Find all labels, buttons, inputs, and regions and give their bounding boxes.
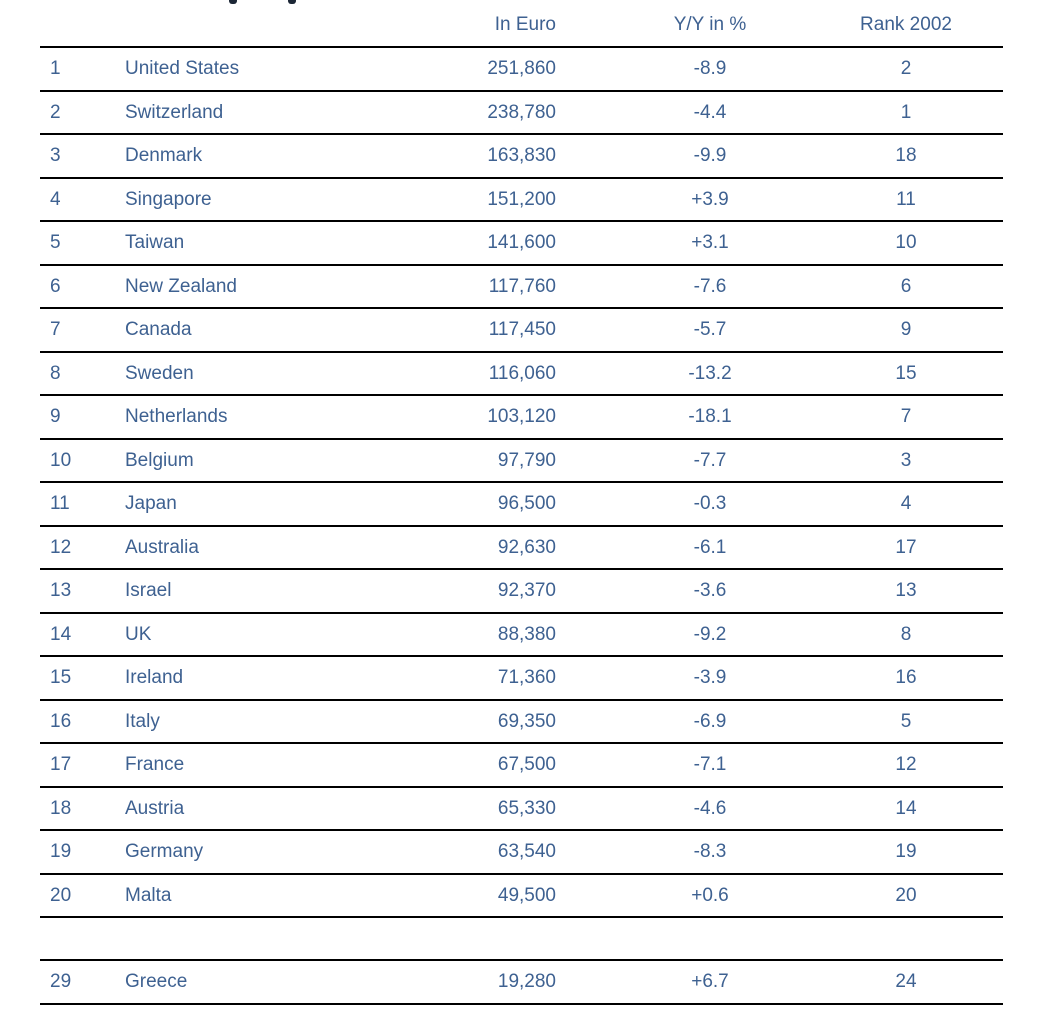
value-cell: 63,540 [420, 830, 585, 874]
yoy-cell: +6.7 [585, 960, 835, 1004]
yoy-cell: +0.6 [585, 874, 835, 918]
omitted-ranks-spacer-row [40, 917, 1003, 960]
rank2002-cell: 2 [835, 47, 1003, 91]
value-cell: 88,380 [420, 613, 585, 657]
rank2002-cell: 10 [835, 221, 1003, 265]
yoy-cell: +3.1 [585, 221, 835, 265]
table-body [40, 47, 1003, 917]
yoy-cell: -4.4 [585, 91, 835, 135]
rank2002-cell: 19 [835, 830, 1003, 874]
rank-cell: 14 [40, 613, 125, 657]
country-cell: Greece [125, 960, 420, 1004]
rank-cell: 11 [40, 482, 125, 526]
value-cell: 69,350 [420, 700, 585, 744]
country-cell: Italy [125, 700, 420, 744]
rank-cell: 2 [40, 91, 125, 135]
country-cell: Switzerland [125, 91, 420, 135]
rank-cell: 8 [40, 352, 125, 396]
rank-cell: 12 [40, 526, 125, 570]
country-cell: Taiwan [125, 221, 420, 265]
table-row [40, 526, 1003, 570]
yoy-cell: -3.6 [585, 569, 835, 613]
column-header-yoy: Y/Y in % [585, 0, 835, 47]
table-row [40, 874, 1003, 918]
value-cell: 65,330 [420, 787, 585, 831]
table-header [40, 0, 1003, 47]
table-row [40, 221, 1003, 265]
rank2002-cell: 4 [835, 482, 1003, 526]
country-cell: Singapore [125, 178, 420, 222]
rank-cell: 6 [40, 265, 125, 309]
table-row [40, 178, 1003, 222]
table-row [40, 308, 1003, 352]
rank2002-cell: 6 [835, 265, 1003, 309]
country-cell: Germany [125, 830, 420, 874]
yoy-cell: -18.1 [585, 395, 835, 439]
value-cell: 117,450 [420, 308, 585, 352]
rank2002-cell: 15 [835, 352, 1003, 396]
table-row [40, 395, 1003, 439]
yoy-cell: -7.7 [585, 439, 835, 483]
table-row [40, 482, 1003, 526]
rank2002-cell: 12 [835, 743, 1003, 787]
country-cell: Denmark [125, 134, 420, 178]
rank2002-cell: 1 [835, 91, 1003, 135]
table-row [40, 134, 1003, 178]
rank2002-cell: 3 [835, 439, 1003, 483]
table-row [40, 569, 1003, 613]
value-cell: 117,760 [420, 265, 585, 309]
rank-cell: 18 [40, 787, 125, 831]
country-cell: France [125, 743, 420, 787]
yoy-cell: -13.2 [585, 352, 835, 396]
column-header-country [125, 0, 420, 47]
rank2002-cell: 7 [835, 395, 1003, 439]
rank2002-cell: 18 [835, 134, 1003, 178]
table-footer-section [40, 917, 1003, 1004]
rank2002-cell: 8 [835, 613, 1003, 657]
rank-cell: 19 [40, 830, 125, 874]
rank-cell: 7 [40, 308, 125, 352]
table-row [40, 352, 1003, 396]
yoy-cell: -8.3 [585, 830, 835, 874]
value-cell: 141,600 [420, 221, 585, 265]
yoy-cell: -3.9 [585, 656, 835, 700]
table-header-row [40, 0, 1003, 47]
value-cell: 163,830 [420, 134, 585, 178]
country-cell: Ireland [125, 656, 420, 700]
country-cell: Australia [125, 526, 420, 570]
value-cell: 19,280 [420, 960, 585, 1004]
table-row [40, 91, 1003, 135]
value-cell: 116,060 [420, 352, 585, 396]
country-cell: Belgium [125, 439, 420, 483]
yoy-cell: -8.9 [585, 47, 835, 91]
country-cell: Israel [125, 569, 420, 613]
rank2002-cell: 9 [835, 308, 1003, 352]
table-row [40, 830, 1003, 874]
country-cell: Netherlands [125, 395, 420, 439]
rank-cell: 29 [40, 960, 125, 1004]
table-row [40, 787, 1003, 831]
country-ranking-table [40, 0, 1003, 1005]
rank-cell: 5 [40, 221, 125, 265]
yoy-cell: -9.9 [585, 134, 835, 178]
rank-cell: 10 [40, 439, 125, 483]
value-cell: 238,780 [420, 91, 585, 135]
table-row-greece [40, 960, 1003, 1004]
value-cell: 96,500 [420, 482, 585, 526]
rank-cell: 1 [40, 47, 125, 91]
rank2002-cell: 5 [835, 700, 1003, 744]
country-cell: Malta [125, 874, 420, 918]
yoy-cell: -7.1 [585, 743, 835, 787]
value-cell: 49,500 [420, 874, 585, 918]
value-cell: 251,860 [420, 47, 585, 91]
country-cell: New Zealand [125, 265, 420, 309]
rank2002-cell: 20 [835, 874, 1003, 918]
rank2002-cell: 16 [835, 656, 1003, 700]
rank-cell: 17 [40, 743, 125, 787]
country-cell: Japan [125, 482, 420, 526]
rank2002-cell: 17 [835, 526, 1003, 570]
yoy-cell: -4.6 [585, 787, 835, 831]
column-header-in-euro: In Euro [420, 0, 585, 47]
country-cell: United States [125, 47, 420, 91]
rank-cell: 20 [40, 874, 125, 918]
table-row [40, 656, 1003, 700]
yoy-cell: +3.9 [585, 178, 835, 222]
country-cell: Austria [125, 787, 420, 831]
rank-cell: 9 [40, 395, 125, 439]
rank-cell: 15 [40, 656, 125, 700]
spacer-cell [40, 917, 1003, 960]
country-cell: Sweden [125, 352, 420, 396]
value-cell: 67,500 [420, 743, 585, 787]
yoy-cell: -7.6 [585, 265, 835, 309]
value-cell: 92,370 [420, 569, 585, 613]
rank2002-cell: 24 [835, 960, 1003, 1004]
rank-cell: 4 [40, 178, 125, 222]
yoy-cell: -5.7 [585, 308, 835, 352]
column-header-rank [40, 0, 125, 47]
yoy-cell: -0.3 [585, 482, 835, 526]
rank2002-cell: 11 [835, 178, 1003, 222]
rank2002-cell: 13 [835, 569, 1003, 613]
table-row [40, 439, 1003, 483]
table-row [40, 743, 1003, 787]
column-header-rank-2002: Rank 2002 [835, 0, 1003, 47]
rank-cell: 13 [40, 569, 125, 613]
table-row [40, 265, 1003, 309]
country-cell: Canada [125, 308, 420, 352]
value-cell: 92,630 [420, 526, 585, 570]
rank2002-cell: 14 [835, 787, 1003, 831]
table-row [40, 47, 1003, 91]
value-cell: 103,120 [420, 395, 585, 439]
value-cell: 71,360 [420, 656, 585, 700]
yoy-cell: -9.2 [585, 613, 835, 657]
rank-cell: 3 [40, 134, 125, 178]
yoy-cell: -6.9 [585, 700, 835, 744]
rank-cell: 16 [40, 700, 125, 744]
yoy-cell: -6.1 [585, 526, 835, 570]
table-row [40, 613, 1003, 657]
value-cell: 151,200 [420, 178, 585, 222]
table-row [40, 700, 1003, 744]
country-cell: UK [125, 613, 420, 657]
value-cell: 97,790 [420, 439, 585, 483]
